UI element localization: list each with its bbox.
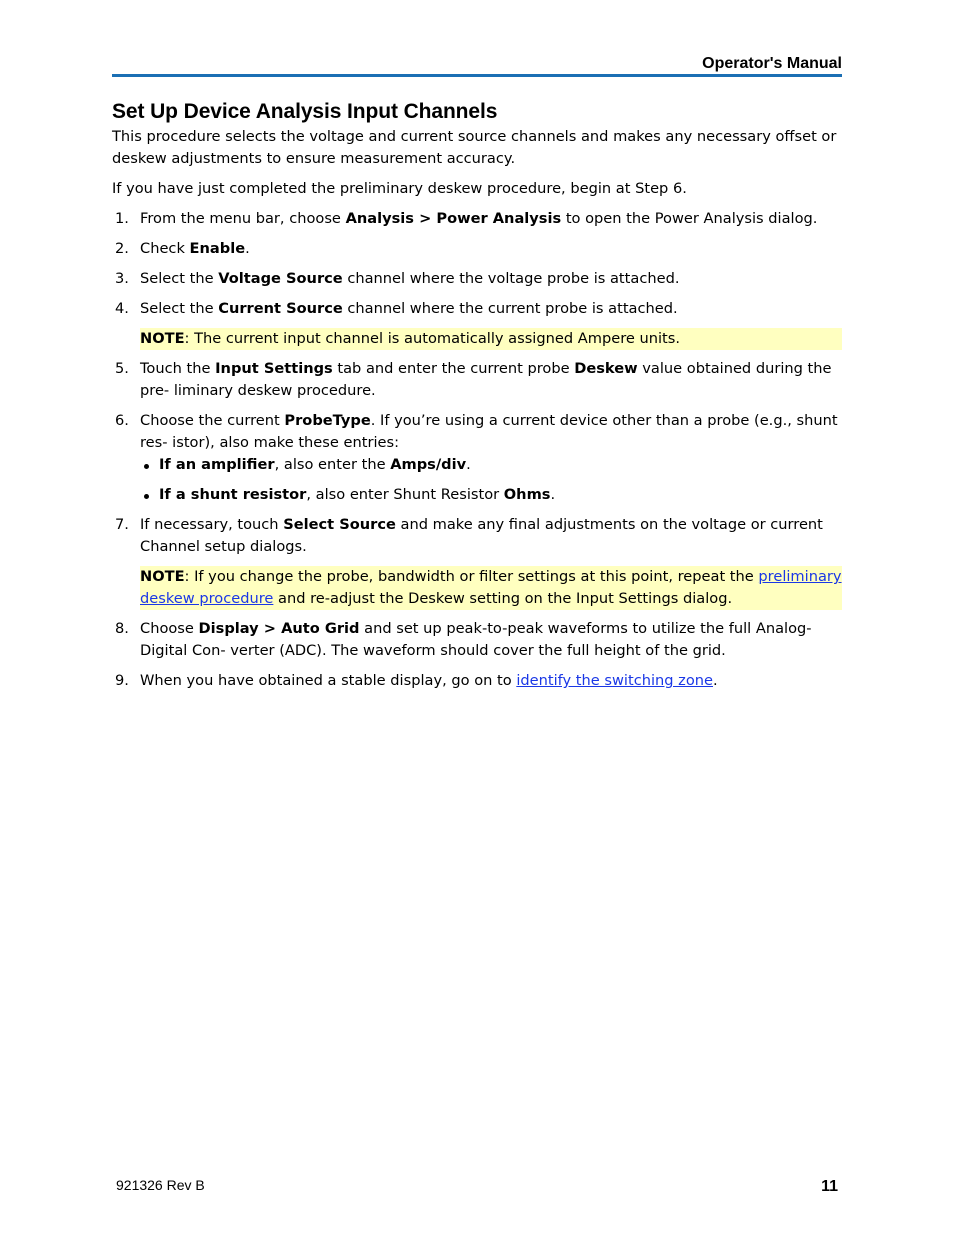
step-ui-term: ProbeType [284, 412, 371, 429]
note-box-2 [140, 566, 842, 610]
step-text: From the menu bar, choose [140, 210, 346, 227]
header-rule [112, 74, 842, 77]
bullet-item [140, 484, 842, 506]
procedure-steps-cont [112, 358, 842, 454]
step-text: . [245, 240, 250, 257]
document-id: 921326 Rev B [116, 1177, 205, 1193]
note-text: : The current input channel is automatically assigned Ampere units. [184, 330, 681, 347]
step-number: 9. [115, 672, 129, 689]
procedure-steps [112, 208, 842, 320]
step-number: 3. [115, 270, 129, 287]
bullet-ui-term: Amps/div [390, 456, 467, 473]
step-text: Select the [140, 270, 219, 287]
step-ui-term: Display > Auto Grid [198, 620, 360, 637]
page-number: 11 [821, 1178, 838, 1195]
bullet-term: If a shunt resistor [159, 486, 307, 503]
step-text: channel where the current probe is attached. [342, 300, 678, 317]
step-ui-term: Analysis > Power Analysis [345, 210, 562, 227]
step-2 [112, 238, 842, 260]
step-text: Check [140, 240, 190, 257]
bullet-text: . [550, 486, 556, 503]
step-ui-term: Voltage Source [218, 270, 343, 287]
identify-switching-zone-link[interactable]: identify the switching zone [516, 672, 713, 689]
note-label: NOTE [140, 568, 185, 585]
step-text: tab and enter the current probe [332, 360, 575, 377]
step-text: When you have obtained a stable display, go on to [140, 672, 517, 689]
step-ui-term: Current Source [218, 300, 343, 317]
procedure-steps-cont-2 [112, 514, 842, 558]
step-text: to open the Power Analysis dialog. [561, 210, 818, 227]
step-text: Choose [140, 620, 199, 637]
step-ui-term: Input Settings [215, 360, 333, 377]
step-ui-term: Select Source [283, 516, 396, 533]
note-box [140, 328, 842, 350]
step-text: . If you’re using a current device other than a probe (e.g., shunt res- istor), also make these entries: [140, 412, 838, 451]
step-5 [112, 358, 842, 402]
step-text: value obtained during the pre- liminary deskew procedure. [140, 360, 832, 399]
intro-paragraph-2: If you have just completed the preliminary deskew procedure, begin at Step 6. [112, 180, 687, 197]
bullet-item [140, 454, 842, 476]
step-9 [112, 670, 842, 692]
step-text: Touch the [140, 360, 216, 377]
step-4 [112, 298, 842, 320]
page-content [112, 98, 842, 700]
note-text: : If you change the probe, bandwidth or filter settings at this point, repeat the [184, 568, 759, 585]
step-number: 1. [115, 210, 129, 227]
step-text: Select the [140, 300, 219, 317]
step-number: 2. [115, 240, 129, 257]
step-1 [112, 208, 842, 230]
step-number: 7. [115, 516, 129, 533]
bullet-text: , also enter the [274, 456, 391, 473]
step-3 [112, 268, 842, 290]
bullet-text: , also enter Shunt Resistor [306, 486, 504, 503]
note-label: NOTE [140, 330, 185, 347]
step-ui-term: Deskew [574, 360, 638, 377]
section-heading: Set Up Device Analysis Input Channels [112, 100, 498, 123]
bullet-text: . [466, 456, 471, 473]
bullet-ui-term: Ohms [503, 486, 551, 503]
step-ui-term: Enable [189, 240, 246, 257]
step-8 [112, 618, 842, 662]
step-text: and make any final adjustments on the voltage or current Channel setup dialogs. [140, 516, 823, 555]
step-number: 5. [115, 360, 129, 377]
step-6 [112, 410, 842, 454]
step-7 [112, 514, 842, 558]
step-text: If necessary, touch [140, 516, 284, 533]
preliminary-deskew-link[interactable]: preliminary deskew procedure [140, 568, 842, 607]
step-text: channel where the voltage probe is attached. [342, 270, 680, 287]
note-text: and re-adjust the Deskew setting on the Input Settings dialog. [273, 590, 733, 607]
step-number: 4. [115, 300, 129, 317]
procedure-steps-cont-3 [112, 618, 842, 692]
running-header-title: Operator's Manual [702, 55, 842, 72]
step-6-sublist [112, 454, 842, 506]
step-text: and set up peak-to-peak waveforms to utilize the full Analog-Digital Con- verter (ADC). The waveform should cover the full height of the grid. [140, 620, 812, 659]
step-text: . [713, 672, 718, 689]
intro-paragraph: This procedure selects the voltage and current source channels and makes any necessary offset or deskew adjustments to ensure measurement accuracy. [112, 128, 837, 167]
bullet-term: If an amplifier [159, 456, 275, 473]
step-text: Choose the current [140, 412, 285, 429]
step-number: 6. [115, 412, 129, 429]
step-number: 8. [115, 620, 129, 637]
